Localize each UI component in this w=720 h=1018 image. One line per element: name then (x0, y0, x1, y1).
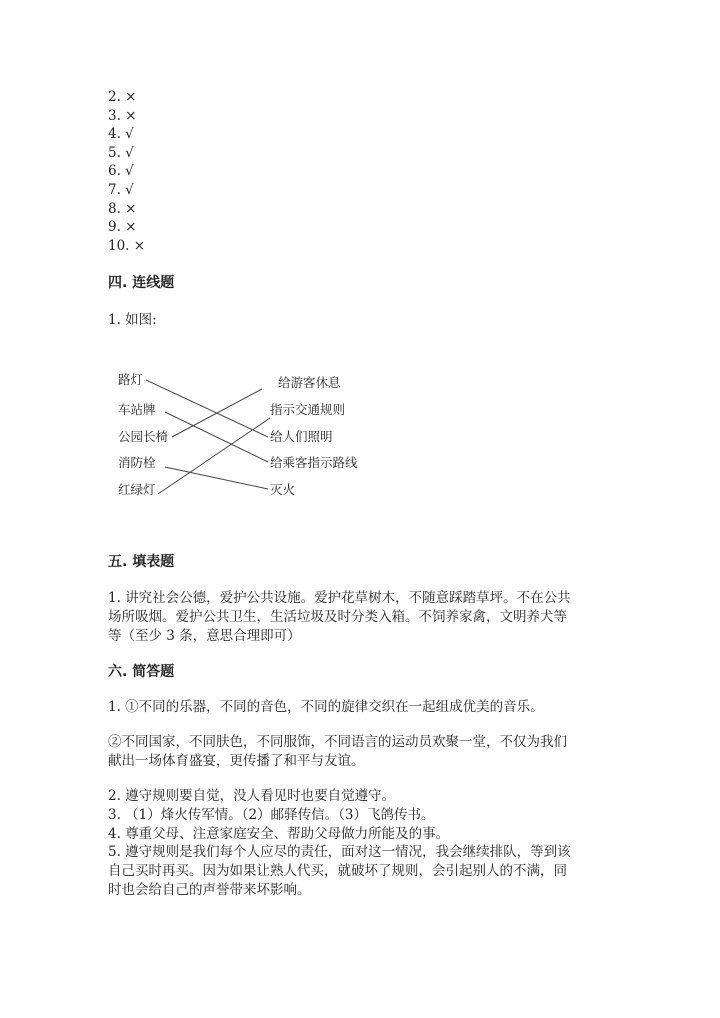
answer-line: ②不同国家，不同肤色，不同服饰，不同语言的运动员欢聚一堂，不仅为我们 (108, 734, 567, 750)
answer-line: 2. × (108, 89, 137, 105)
left-item: 公园长椅 (118, 429, 169, 444)
answer-line: 2. 遵守规则要自觉，没人看见时也要自觉遵守。 (108, 788, 396, 804)
match-line (158, 418, 270, 494)
answer-line: 5. 遵守规则是我们每个人应尽的责任，面对这一情况，我会继续排队，等到该 (108, 844, 571, 860)
answer-line: 4. 尊重父母、注意家庭安全、帮助父母做力所能及的事。 (108, 826, 450, 842)
right-item: 灭火 (270, 482, 296, 497)
answer-line: 6. √ (108, 163, 134, 179)
question-label: 1. 如图: (108, 312, 157, 328)
answer-line: 9. × (108, 219, 137, 235)
answer-line: 7. √ (108, 182, 134, 198)
right-item: 指示交通规则 (270, 402, 346, 417)
paragraph-line: 1. 讲究社会公德，爱护公共设施。爱护花草树木，不随意踩踏草坪。不在公共 (108, 590, 571, 606)
answer-line: 10. × (108, 238, 146, 254)
paragraph-line: 等（至少 3 条，意思合理即可） (108, 628, 301, 644)
answer-line: 时也会给自己的声誉带来坏影响。 (108, 882, 311, 898)
left-item: 路灯 (118, 372, 144, 387)
answer-line: 3. × (108, 108, 137, 124)
answer-line: 5. √ (108, 145, 134, 161)
paragraph-line: 场所吸烟。爱护公共卫生，生活垃圾及时分类入箱。不饲养家禽，文明养犬等 (108, 609, 567, 625)
left-item: 车站牌 (118, 402, 156, 417)
answer-line: 4. √ (108, 126, 134, 142)
right-item: 给游客休息 (278, 375, 341, 390)
answer-line: 献出一场体育盛宴，更传播了和平与友谊。 (108, 753, 365, 769)
left-item: 消防栓 (118, 455, 156, 470)
answer-line: 自己买时再买。因为如果让熟人代买，就破坏了规则，会引起别人的不满，同 (108, 863, 567, 879)
answer-line: 3. （1）烽火传军情。（2）邮驿传信。（3）飞鸽传书。 (108, 807, 435, 823)
section-heading: 六. 简答题 (108, 664, 175, 680)
right-item: 给人们照明 (270, 429, 333, 444)
match-line (165, 467, 268, 489)
section-heading: 四. 连线题 (108, 275, 175, 291)
left-item: 红绿灯 (118, 482, 156, 497)
answer-line: 1. ①不同的乐器，不同的音色，不同的旋律交织在一起组成优美的音乐。 (108, 699, 544, 715)
section-heading: 五. 填表题 (108, 554, 175, 570)
match-line (172, 389, 262, 437)
right-item: 给乘客指示路线 (270, 455, 358, 470)
answer-line: 8. × (108, 201, 137, 217)
